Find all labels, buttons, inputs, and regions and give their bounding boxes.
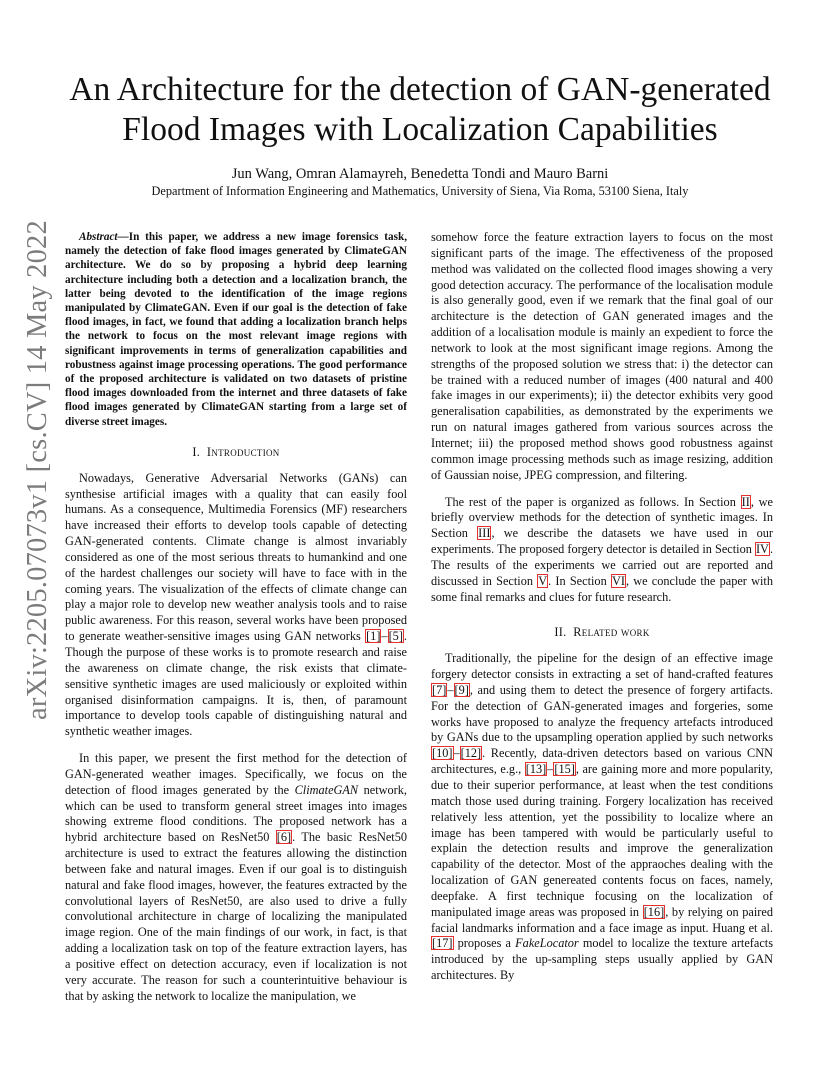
section-title: Related work [573,625,650,640]
intro-paragraph-2 [65,751,407,1005]
text-run: . Though the purpose of these works is to promote research and raise the awareness on climate change, the risk exists that climate-sensitive synthetic images are used maliciously or exploited within organised disinformation campaigns. It is, then, of paramount importance to develop tools capable of distinguishing natural and synthetic weather images. [65,629,407,739]
section-link[interactable]: IV [755,542,769,557]
text-run: , we conclude the paper with some final remarks and clues for future research. [431,573,773,604]
title-line-2: Flood Images with Localization Capabilities [122,111,718,148]
abstract-label: Abstract [79,231,118,243]
text-run: – [453,746,460,761]
related-work-paragraph [431,651,773,984]
text-run: Traditionally, the pipeline for the design of an effective image forgery detector consists in extracting a set of hand-crafted features [431,651,773,682]
text-run: Nowadays, Generative Adversarial Networks (GANs) can synthesise artificial images with a quality that can easily fool humans. As a consequence, Multimedia Forensics (MF) researchers have increased their efforts to develop tools capable of detecting GAN-generated contents. Climate change is almost invariably considered as one of the most serious threats to humankind and one of the hardest challenges our society will have to face with in the coming years. The visualization of the effects of climate change can play a major role to develop new weather analysis tools and to raise public awareness. For this reason, several works have been proposed to generate weather-sensitive images using GAN networks [65,470,407,644]
title-line-1: An Architecture for the detection of GAN-generated [69,71,771,108]
text-run: – [547,762,554,777]
text-run: model to localize the texture artefacts introduced by the up-sampling steps usually applied by GAN architectures. By [431,936,774,983]
text-run: – [381,629,388,644]
arxiv-identifier: arXiv:2205.07073v1 [cs.CV] 14 May 2022 [22,220,53,720]
emphasis: ClimateGAN [294,782,359,797]
section-title: Introduction [206,444,280,459]
section-link[interactable]: V [538,573,548,588]
intro-paragraph-1 [65,471,407,740]
intro-paragraph-2-continued: somehow force the feature extraction layers to focus on the most significant parts of the image. The effectiveness of the proposed method was validated on the collected flood images showing a very good detection accuracy. The performance of the localisation module is also generally good, even if we remark that the final goal of our architecture is the detection of GAN generated images and the addition of a localisation module is mainly an expedient to force the network to look at the most significant image regions. Among the strengths of the proposed solution we stress that: i) the detector can be trained with a reduced number of images (400 natural and 400 fake images in our experiments); ii) the detector exhibits very good generalisation capabilities, as demonstrated by the experiments we run on natural images gathered from various sources across the Internet; iii) the proposed method shows good robustness against common image processing methods such as image resizing, addition of Gaussian noise, JPEG compression, and filtering. [431,230,773,482]
citation-link[interactable]: [1] [366,629,381,644]
citation-link[interactable]: [17] [432,936,453,951]
text-run: . The basic ResNet50 architecture is used to extract the features allowing the distinction between fake and natural images. Even if our goal is to distinguish natural and fake flood images, however, the features extracted by the convolutional layers of ResNet50, are also used to drive a fully convolutional architecture in charge of localizing the manipulated image region. One of the main findings of our work, in fact, is that adding a localization task on top of the feature extraction layers, has a positive effect on detection accuracy, even if localization is not very accurate. The reason for such a counterintuitive behaviour is that by asking the network to localize the manipulation, we [65,830,407,1003]
abstract [65,230,407,429]
section-heading-related-work [431,625,773,641]
section-link[interactable]: VI [611,573,625,588]
citation-link[interactable]: [16] [643,904,665,919]
author-list: Jun Wang, Omran Alamayreh, Benedetta Tondi and Mauro Barni [231,166,609,182]
abstract-text: —In this paper, we address a new image forensics task, namely the detection of fake flood images generated by ClimateGAN architecture. We do so by proposing a hybrid deep learning architecture including both a detection and a localization branch, the latter being devoted to the identification of the image regions manipulated by ClimateGAN. Even if our goal is the detection of fake flood images, in fact, we found that adding a localization branch helps the network to focus on the most relevant image regions with significant improvements in terms of generalization capabilities and robustness against image processing operations. The good performance of the proposed architecture is validated on two datasets of pristine flood images downloaded from the internet and three datasets of fake flood images generated by ClimateGAN starting from a large set of diverse street images. [65,231,407,428]
section-link[interactable]: II [741,494,750,509]
text-run: In this paper, we present the first method for the detection of GAN-generated weather images. Specifically, we focus on the detection of flood images generated by the [65,751,407,797]
text-run: . In Section [548,573,611,588]
text-run: , we briefly overview methods for the detection of synthetic images. In Section [431,494,773,541]
text-run: . The results of the experiments we carried out are reported and discussed in Section [431,542,774,588]
section-number: II. [554,625,567,640]
citation-link[interactable]: [5] [388,629,403,644]
text-run: – [447,682,454,697]
right-column [431,230,773,984]
text-run: , and using them to detect the presence of forgery artifacts. For the detection of GAN-generated images and forgeries, some works have proposed to analyze the frequency artefacts introduced by GANs due to the upsampling operation applied by such networks [431,682,773,745]
citation-link[interactable]: [13] [525,762,547,777]
section-number: I. [192,444,201,459]
text-run: The rest of the paper is organized as follows. In Section [445,494,741,509]
emphasis: FakeLocator [515,936,579,951]
section-heading-introduction [65,445,407,461]
text-run: , we describe the datasets we have used in our experiments. The proposed forgery detector is detailed in Section [431,526,774,557]
text-run: network, which can be used to transform general street images into images showing extreme flood conditions. The proposed network has a hybrid architecture based on ResNet50 [65,782,407,845]
text-run: , are gaining more and more popularity, due to their superior performance, at least when the test conditions match those used during training. Forgery localization has received relatively less attention, yet the possibility to localize where an image has been tampered with would be particularly useful to explain the detection results and improve the generalization capability of the detector. Most of the appraoches dealing with the localization of GAN genereated contents focus on faces, namely, deepfake. A first technique focusing on the localization of manipulated image areas was proposed in [431,762,773,919]
citation-link[interactable]: [15] [554,762,575,777]
citation-link[interactable]: [10] [432,746,453,761]
text-run: . Recently, data-driven detectors based on various CNN architectures, e.g., [431,746,773,777]
paper-title [60,70,780,150]
section-link[interactable]: III [478,526,491,541]
affiliation: Department of Information Engineering and Mathematics, University of Siena, Via Roma, 53100 Siena, Italy [151,184,689,198]
text-run: proposes a [453,936,516,951]
citation-link[interactable]: [9] [454,682,469,697]
citation-link[interactable]: [12] [460,746,482,761]
text-run: , by relying on paired facial landmarks information and a face image as input. Huang et al. [431,904,773,935]
left-column [65,230,407,1005]
citation-link[interactable]: [6] [276,830,292,845]
citation-link[interactable]: [7] [432,682,447,697]
intro-paragraph-3 [431,495,773,606]
